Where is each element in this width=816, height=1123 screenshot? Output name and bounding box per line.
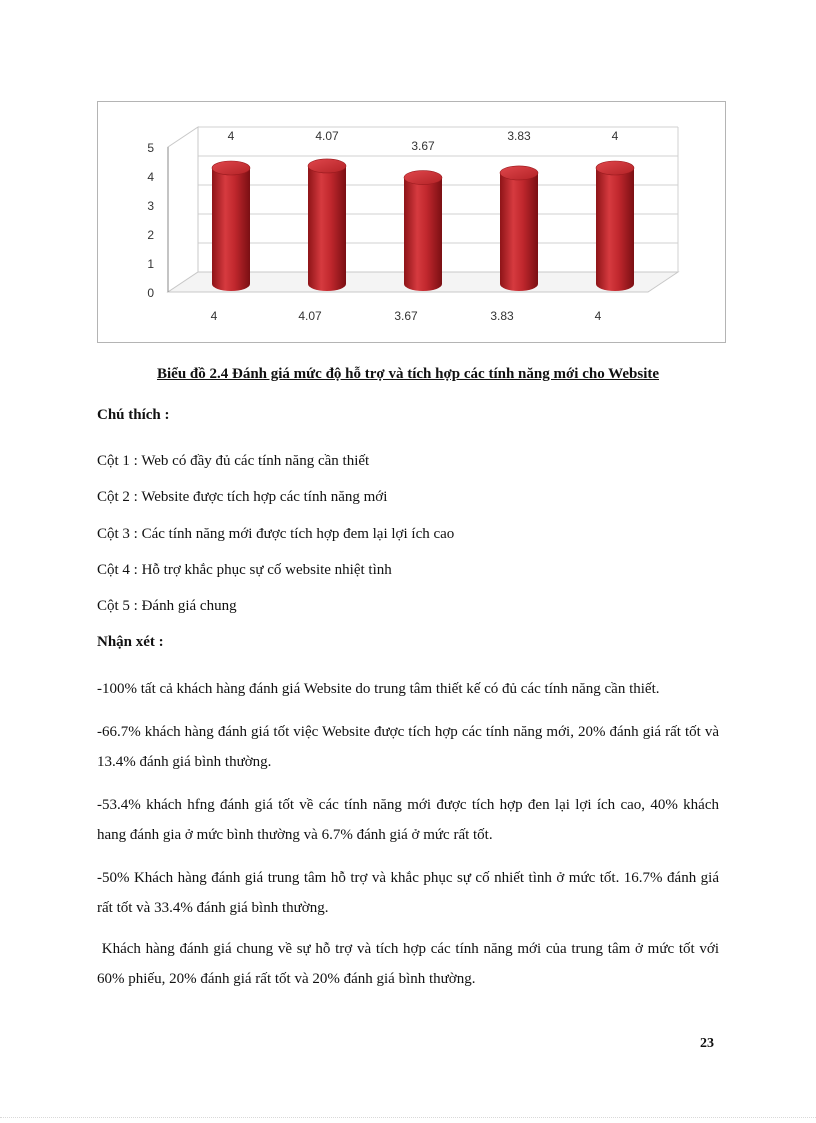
bar — [404, 178, 442, 291]
bar — [212, 168, 250, 291]
remark-paragraph-3: -53.4% khách hfng đánh giá tốt về các tính năng mới được tích hợp đen lại lợi ích cao, 40% khách hang đánh gia ở mức bình thường và 6.7% đánh giá ở mức rất tốt. — [97, 797, 719, 843]
legend-item-1: Cột 1 : Web có đầy đủ các tính năng cần thiết — [97, 453, 370, 469]
bar-top — [212, 161, 250, 175]
data-label: 3.67 — [411, 139, 435, 153]
bar — [596, 168, 634, 291]
chart-caption: Biểu đồ 2.4 Đánh giá mức độ hỗ trợ và tích hợp các tính năng mới cho Website — [156, 366, 660, 382]
y-tick-label: 1 — [147, 257, 154, 271]
bar-top — [308, 159, 346, 173]
remark-paragraph-2: -66.7% khách hàng đánh giá tốt việc Website được tích hợp các tính năng mới, 20% đánh giá rất tốt và 13.4% đánh giá bình thường. — [97, 724, 719, 770]
data-label: 4 — [227, 129, 235, 143]
chart-container — [97, 101, 726, 343]
y-tick-label: 4 — [147, 170, 154, 184]
y-tick-label: 0 — [147, 286, 154, 300]
bar — [308, 166, 346, 291]
data-label: 4.07 — [315, 129, 339, 143]
remark-paragraph-4: -50% Khách hàng đánh giá trung tâm hỗ trợ và khắc phục sự cố nhiết tình ở mức tốt. 16.7% đánh giá rất tốt và 33.4% đánh giá bình thường. — [97, 870, 719, 916]
y-tick-label: 5 — [147, 141, 154, 155]
y-tick-label: 3 — [147, 199, 154, 213]
x-tick-label: 3.67 — [394, 309, 418, 323]
x-tick-label: 3.83 — [490, 309, 514, 323]
remarks-title: Nhận xét : — [97, 634, 164, 650]
remark-paragraph-1: -100% tất cả khách hàng đánh giá Website do trung tâm thiết kế có đủ các tính năng cần thiết. — [97, 681, 660, 697]
legend-item-3: Cột 3 : Các tính năng mới được tích hợp đem lại lợi ích cao — [97, 526, 455, 542]
x-tick-label: 4 — [594, 309, 602, 323]
bar-chart — [98, 102, 725, 342]
page-bottom-divider — [0, 1117, 816, 1118]
data-label: 4 — [611, 129, 619, 143]
data-label: 3.83 — [507, 129, 531, 143]
legend-item-2: Cột 2 : Website được tích hợp các tính năng mới — [97, 489, 388, 505]
y-tick-label: 2 — [147, 228, 154, 242]
bar — [500, 173, 538, 291]
bar-top — [500, 166, 538, 180]
chart-side-wall — [168, 127, 198, 292]
bar-top — [596, 161, 634, 175]
x-tick-label: 4 — [210, 309, 218, 323]
legend-item-5: Cột 5 : Đánh giá chung — [97, 598, 237, 614]
page-number: 23 — [700, 1036, 714, 1051]
remark-paragraph-5: Khách hàng đánh giá chung về sự hỗ trợ và tích hợp các tính năng mới của trung tâm ở mức tốt với 60% phiếu, 20% đánh giá rất tốt và 20% đánh giá bình thường. — [97, 941, 723, 987]
bar-top — [404, 171, 442, 185]
legend-title: Chú thích : — [97, 407, 170, 423]
x-tick-label: 4.07 — [298, 309, 322, 323]
legend-item-4: Cột 4 : Hỗ trợ khắc phục sự cố website nhiệt tình — [97, 562, 392, 578]
